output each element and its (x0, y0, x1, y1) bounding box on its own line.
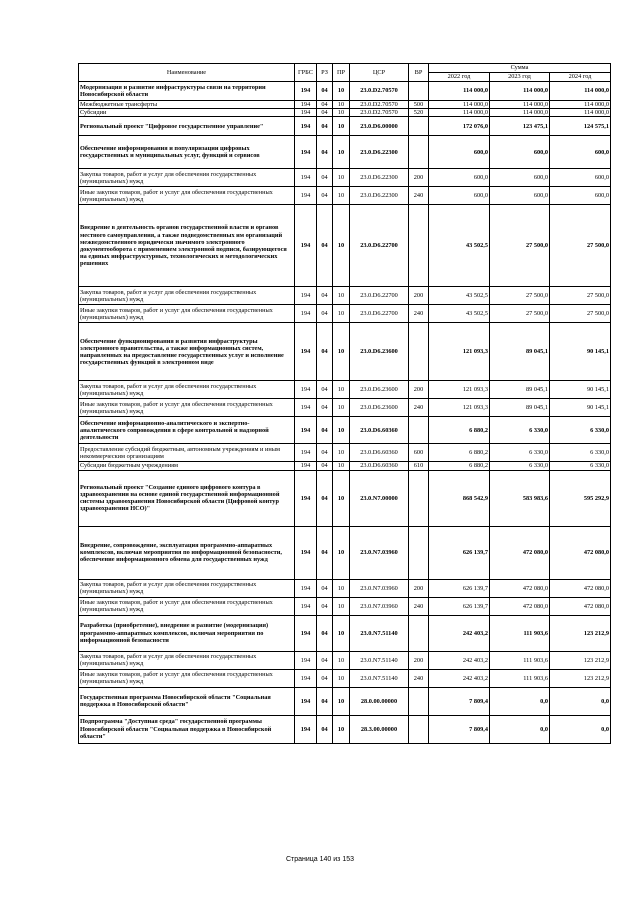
cell-grbs: 194 (295, 305, 317, 323)
cell-csr: 23.0.D6.23600 (350, 381, 409, 399)
cell-pr: 10 (333, 305, 350, 323)
cell-grbs: 194 (295, 579, 317, 597)
cell-amount-2022: 114 000,0 (429, 109, 490, 117)
cell-amount-2024: 6 330,0 (550, 444, 611, 462)
cell-csr: 23.0.D6.60360 (350, 462, 409, 470)
cell-amount-2024: 123 212,9 (550, 669, 611, 687)
cell-csr: 23.0.D2.70570 (350, 109, 409, 117)
table-row (79, 117, 611, 136)
cell-name: Обеспечение информирования и популяризации цифровых государственных и муниципальных услуг, функций и сервисов (79, 136, 295, 169)
page-number: Страница 140 из 153 (285, 856, 355, 863)
cell-amount-2023: 472 080,0 (490, 597, 550, 615)
cell-csr: 23.0.D6.60360 (350, 417, 409, 444)
cell-csr: 23.0.D6.22700 (350, 305, 409, 323)
cell-rz: 04 (317, 715, 333, 743)
cell-amount-2023: 6 330,0 (490, 462, 550, 470)
cell-grbs: 194 (295, 669, 317, 687)
cell-amount-2024: 0,0 (550, 715, 611, 743)
cell-amount-2024: 472 080,0 (550, 597, 611, 615)
cell-amount-2022: 242 403,2 (429, 669, 490, 687)
header-sum: Сумма (429, 64, 611, 73)
table-row (79, 381, 611, 399)
cell-vr: 240 (409, 597, 429, 615)
cell-csr: 23.0.N7.00000 (350, 470, 409, 526)
cell-csr: 23.0.D6.22700 (350, 287, 409, 305)
table-row (79, 109, 611, 117)
cell-name: Предоставление субсидий бюджетным, автономным учреждениям и иным некоммерческим организациям (79, 444, 295, 462)
cell-amount-2022: 121 093,3 (429, 381, 490, 399)
cell-name: Обеспечение функционирования и развития инфраструктуры электронного правительства, а также информационных систем, направленных на предоставление государственных услуг и исполнение государственных функций в электронном виде (79, 323, 295, 381)
cell-pr: 10 (333, 669, 350, 687)
cell-amount-2023: 111 903,6 (490, 651, 550, 669)
cell-name: Разработка (приобретение), внедрение и развитие (модернизация) программно-аппаратных комплексов, включая мероприятия по информационной безопасности (79, 615, 295, 651)
cell-grbs: 194 (295, 715, 317, 743)
cell-csr: 28.0.00.00000 (350, 687, 409, 715)
cell-rz: 04 (317, 669, 333, 687)
cell-grbs: 194 (295, 109, 317, 117)
header-name: Наименование (79, 64, 295, 82)
cell-pr: 10 (333, 687, 350, 715)
header-year-2024: 2024 год (550, 73, 611, 82)
table-row (79, 417, 611, 444)
cell-name: Иные закупки товаров, работ и услуг для обеспечения государственных (муниципальных) нужд (79, 597, 295, 615)
cell-vr (409, 687, 429, 715)
cell-amount-2023: 0,0 (490, 715, 550, 743)
table-row (79, 323, 611, 381)
table-row (79, 669, 611, 687)
cell-amount-2024: 27 500,0 (550, 305, 611, 323)
cell-grbs: 194 (295, 169, 317, 187)
cell-amount-2024: 114 000,0 (550, 82, 611, 101)
cell-amount-2022: 600,0 (429, 187, 490, 205)
cell-vr: 200 (409, 651, 429, 669)
cell-amount-2023: 27 500,0 (490, 305, 550, 323)
cell-name: Модернизация и развитие инфраструктуры связи на территории Новосибирской области (79, 82, 295, 101)
cell-pr: 10 (333, 205, 350, 287)
cell-amount-2023: 123 475,1 (490, 117, 550, 136)
cell-amount-2023: 114 000,0 (490, 109, 550, 117)
cell-grbs: 194 (295, 82, 317, 101)
cell-vr: 240 (409, 305, 429, 323)
cell-rz: 04 (317, 82, 333, 101)
cell-amount-2023: 114 000,0 (490, 82, 550, 101)
cell-amount-2023: 600,0 (490, 136, 550, 169)
cell-amount-2023: 472 080,0 (490, 579, 550, 597)
cell-amount-2022: 6 880,2 (429, 462, 490, 470)
cell-amount-2024: 6 330,0 (550, 417, 611, 444)
cell-name: Субсидии (79, 109, 295, 117)
cell-amount-2022: 114 000,0 (429, 82, 490, 101)
cell-amount-2024: 27 500,0 (550, 205, 611, 287)
cell-pr: 10 (333, 526, 350, 579)
cell-vr: 200 (409, 381, 429, 399)
cell-vr (409, 136, 429, 169)
cell-csr: 23.0.N7.03960 (350, 579, 409, 597)
cell-csr: 23.0.D6.22700 (350, 205, 409, 287)
cell-vr (409, 715, 429, 743)
header-year-2022: 2022 год (429, 73, 490, 82)
cell-amount-2022: 172 076,0 (429, 117, 490, 136)
cell-amount-2024: 114 000,0 (550, 101, 611, 109)
cell-amount-2023: 0,0 (490, 687, 550, 715)
cell-rz: 04 (317, 597, 333, 615)
cell-pr: 10 (333, 287, 350, 305)
cell-pr: 10 (333, 187, 350, 205)
cell-csr: 23.0.D6.00000 (350, 117, 409, 136)
cell-grbs: 194 (295, 687, 317, 715)
cell-amount-2022: 242 403,2 (429, 651, 490, 669)
cell-grbs: 194 (295, 651, 317, 669)
table-row (79, 526, 611, 579)
cell-amount-2023: 89 045,1 (490, 399, 550, 417)
cell-pr: 10 (333, 82, 350, 101)
cell-csr: 23.0.D2.70570 (350, 82, 409, 101)
cell-grbs: 194 (295, 417, 317, 444)
table-row (79, 715, 611, 743)
cell-rz: 04 (317, 444, 333, 462)
cell-rz: 04 (317, 205, 333, 287)
header-csr: ЦСР (350, 64, 409, 82)
cell-amount-2023: 27 500,0 (490, 205, 550, 287)
cell-pr: 10 (333, 117, 350, 136)
cell-grbs: 194 (295, 381, 317, 399)
cell-amount-2024: 90 145,1 (550, 323, 611, 381)
cell-name: Иные закупки товаров, работ и услуг для обеспечения государственных (муниципальных) нужд (79, 399, 295, 417)
table-row (79, 579, 611, 597)
cell-name: Иные закупки товаров, работ и услуг для обеспечения государственных (муниципальных) нужд (79, 669, 295, 687)
cell-pr: 10 (333, 323, 350, 381)
cell-pr: 10 (333, 109, 350, 117)
cell-amount-2022: 242 403,2 (429, 615, 490, 651)
table-row (79, 187, 611, 205)
cell-vr (409, 417, 429, 444)
cell-pr: 10 (333, 101, 350, 109)
cell-amount-2024: 600,0 (550, 169, 611, 187)
header-vr: ВР (409, 64, 429, 82)
cell-rz: 04 (317, 417, 333, 444)
table-row (79, 399, 611, 417)
cell-pr: 10 (333, 381, 350, 399)
cell-amount-2023: 600,0 (490, 169, 550, 187)
cell-vr: 240 (409, 187, 429, 205)
table-row (79, 444, 611, 462)
header-pr: ПР (333, 64, 350, 82)
cell-amount-2024: 114 000,0 (550, 109, 611, 117)
table-row (79, 470, 611, 526)
cell-amount-2024: 600,0 (550, 187, 611, 205)
cell-vr: 240 (409, 669, 429, 687)
cell-grbs: 194 (295, 136, 317, 169)
cell-vr: 200 (409, 287, 429, 305)
cell-name: Закупка товаров, работ и услуг для обеспечения государственных (муниципальных) нужд (79, 579, 295, 597)
table-body (79, 82, 611, 744)
cell-grbs: 194 (295, 187, 317, 205)
cell-amount-2023: 89 045,1 (490, 381, 550, 399)
cell-amount-2023: 111 903,6 (490, 615, 550, 651)
cell-csr: 23.0.N7.51140 (350, 669, 409, 687)
cell-rz: 04 (317, 462, 333, 470)
cell-grbs: 194 (295, 444, 317, 462)
cell-amount-2022: 626 139,7 (429, 597, 490, 615)
cell-amount-2024: 124 575,1 (550, 117, 611, 136)
cell-grbs: 194 (295, 323, 317, 381)
cell-pr: 10 (333, 470, 350, 526)
cell-rz: 04 (317, 169, 333, 187)
cell-name: Иные закупки товаров, работ и услуг для обеспечения государственных (муниципальных) нужд (79, 305, 295, 323)
cell-vr (409, 323, 429, 381)
cell-name: Межбюджетные трансферты (79, 101, 295, 109)
cell-pr: 10 (333, 715, 350, 743)
cell-pr: 10 (333, 169, 350, 187)
table-row (79, 615, 611, 651)
cell-rz: 04 (317, 381, 333, 399)
cell-rz: 04 (317, 109, 333, 117)
table-row (79, 169, 611, 187)
cell-amount-2024: 6 330,0 (550, 462, 611, 470)
cell-amount-2022: 121 093,3 (429, 399, 490, 417)
cell-vr: 520 (409, 109, 429, 117)
cell-amount-2024: 472 080,0 (550, 579, 611, 597)
cell-amount-2022: 43 502,5 (429, 287, 490, 305)
cell-csr: 23.0.N7.03960 (350, 597, 409, 615)
cell-rz: 04 (317, 399, 333, 417)
cell-grbs: 194 (295, 399, 317, 417)
cell-pr: 10 (333, 462, 350, 470)
cell-vr: 200 (409, 169, 429, 187)
table-row (79, 651, 611, 669)
cell-name: Закупка товаров, работ и услуг для обеспечения государственных (муниципальных) нужд (79, 651, 295, 669)
cell-csr: 23.0.D6.22300 (350, 136, 409, 169)
cell-vr: 240 (409, 399, 429, 417)
cell-amount-2024: 472 080,0 (550, 526, 611, 579)
cell-amount-2023: 89 045,1 (490, 323, 550, 381)
cell-csr: 23.0.D2.70570 (350, 101, 409, 109)
cell-pr: 10 (333, 417, 350, 444)
budget-table (78, 63, 611, 744)
cell-pr: 10 (333, 444, 350, 462)
cell-vr (409, 205, 429, 287)
cell-name: Государственная программа Новосибирской области "Социальная поддержка в Новосибирской области" (79, 687, 295, 715)
cell-csr: 23.0.N7.51140 (350, 651, 409, 669)
cell-name: Региональный проект "Цифровое государственное управление" (79, 117, 295, 136)
table-row (79, 462, 611, 470)
cell-vr (409, 82, 429, 101)
header-year-2023: 2023 год (490, 73, 550, 82)
table-header (79, 64, 611, 82)
table-row (79, 101, 611, 109)
cell-rz: 04 (317, 117, 333, 136)
cell-amount-2023: 114 000,0 (490, 101, 550, 109)
cell-rz: 04 (317, 187, 333, 205)
cell-amount-2023: 111 903,6 (490, 669, 550, 687)
cell-csr: 28.3.00.00000 (350, 715, 409, 743)
cell-amount-2022: 600,0 (429, 136, 490, 169)
cell-pr: 10 (333, 136, 350, 169)
cell-amount-2024: 27 500,0 (550, 287, 611, 305)
cell-name: Внедрение, сопровождение, эксплуатация программно-аппаратных комплексов, включая мероприятия по информационной безопасности, обеспечение информационного обмена для государственных нужд (79, 526, 295, 579)
cell-amount-2024: 0,0 (550, 687, 611, 715)
cell-name: Региональный проект "Создание единого цифрового контура в здравоохранении на основе единой государственной информационной системы здравоохранения Новосибирской области (Цифровой контур здравоохранения НСО)" (79, 470, 295, 526)
cell-amount-2024: 123 212,9 (550, 615, 611, 651)
cell-amount-2023: 6 330,0 (490, 444, 550, 462)
cell-grbs: 194 (295, 462, 317, 470)
cell-csr: 23.0.N7.51140 (350, 615, 409, 651)
table-row (79, 205, 611, 287)
cell-amount-2024: 123 212,9 (550, 651, 611, 669)
cell-amount-2022: 626 139,7 (429, 579, 490, 597)
cell-name: Закупка товаров, работ и услуг для обеспечения государственных (муниципальных) нужд (79, 169, 295, 187)
table-row (79, 305, 611, 323)
cell-name: Закупка товаров, работ и услуг для обеспечения государственных (муниципальных) нужд (79, 287, 295, 305)
cell-amount-2022: 7 809,4 (429, 715, 490, 743)
cell-amount-2023: 27 500,0 (490, 287, 550, 305)
cell-pr: 10 (333, 615, 350, 651)
cell-rz: 04 (317, 136, 333, 169)
cell-grbs: 194 (295, 205, 317, 287)
cell-name: Обеспечение информационно-аналитического и экспертно-аналитического сопровождения в сфере контрольной и надзорной деятельности (79, 417, 295, 444)
table-row (79, 287, 611, 305)
cell-rz: 04 (317, 615, 333, 651)
cell-pr: 10 (333, 597, 350, 615)
cell-vr (409, 470, 429, 526)
cell-csr: 23.0.N7.03960 (350, 526, 409, 579)
cell-name: Субсидии бюджетным учреждениям (79, 462, 295, 470)
cell-amount-2023: 583 983,6 (490, 470, 550, 526)
cell-grbs: 194 (295, 615, 317, 651)
cell-pr: 10 (333, 399, 350, 417)
cell-amount-2022: 114 000,0 (429, 101, 490, 109)
cell-amount-2024: 90 145,1 (550, 381, 611, 399)
cell-csr: 23.0.D6.60360 (350, 444, 409, 462)
cell-csr: 23.0.D6.23600 (350, 323, 409, 381)
cell-vr: 500 (409, 101, 429, 109)
cell-vr (409, 615, 429, 651)
header-rz: РЗ (317, 64, 333, 82)
cell-amount-2023: 600,0 (490, 187, 550, 205)
cell-grbs: 194 (295, 287, 317, 305)
cell-amount-2023: 472 080,0 (490, 526, 550, 579)
table-row (79, 597, 611, 615)
cell-pr: 10 (333, 651, 350, 669)
cell-csr: 23.0.D6.22300 (350, 187, 409, 205)
cell-pr: 10 (333, 579, 350, 597)
table-row (79, 136, 611, 169)
cell-grbs: 194 (295, 117, 317, 136)
cell-amount-2022: 43 502,5 (429, 305, 490, 323)
cell-amount-2023: 6 330,0 (490, 417, 550, 444)
cell-amount-2024: 90 145,1 (550, 399, 611, 417)
cell-csr: 23.0.D6.23600 (350, 399, 409, 417)
cell-name: Иные закупки товаров, работ и услуг для обеспечения государственных (муниципальных) нужд (79, 187, 295, 205)
cell-grbs: 194 (295, 526, 317, 579)
cell-vr (409, 526, 429, 579)
cell-name: Внедрение в деятельность органов государственной власти и органов местного самоуправления, а также подведомственных им организаций межведомственного юридически значимого электронного документооборота с применением электронной подписи, базирующегося на единых инфраструктурных, технологических и методологических решениях (79, 205, 295, 287)
cell-rz: 04 (317, 579, 333, 597)
cell-vr (409, 117, 429, 136)
cell-vr: 610 (409, 462, 429, 470)
cell-vr: 600 (409, 444, 429, 462)
cell-amount-2024: 600,0 (550, 136, 611, 169)
cell-rz: 04 (317, 287, 333, 305)
table-row (79, 687, 611, 715)
cell-amount-2022: 6 880,2 (429, 444, 490, 462)
cell-amount-2024: 595 292,9 (550, 470, 611, 526)
cell-rz: 04 (317, 687, 333, 715)
cell-csr: 23.0.D6.22300 (350, 169, 409, 187)
cell-rz: 04 (317, 526, 333, 579)
cell-rz: 04 (317, 470, 333, 526)
cell-rz: 04 (317, 323, 333, 381)
cell-grbs: 194 (295, 101, 317, 109)
cell-rz: 04 (317, 305, 333, 323)
cell-vr: 200 (409, 579, 429, 597)
cell-grbs: 194 (295, 597, 317, 615)
cell-rz: 04 (317, 101, 333, 109)
cell-name: Закупка товаров, работ и услуг для обеспечения государственных (муниципальных) нужд (79, 381, 295, 399)
cell-amount-2022: 600,0 (429, 169, 490, 187)
cell-rz: 04 (317, 651, 333, 669)
header-grbs: ГРБС (295, 64, 317, 82)
cell-amount-2022: 121 093,3 (429, 323, 490, 381)
cell-amount-2022: 6 880,2 (429, 417, 490, 444)
cell-amount-2022: 7 809,4 (429, 687, 490, 715)
cell-grbs: 194 (295, 470, 317, 526)
cell-amount-2022: 868 542,9 (429, 470, 490, 526)
cell-name: Подпрограмма "Доступная среда" государственной программы Новосибирской области "Социальная поддержка в Новосибирской области" (79, 715, 295, 743)
cell-amount-2022: 43 502,5 (429, 205, 490, 287)
table-row (79, 82, 611, 101)
cell-amount-2022: 626 139,7 (429, 526, 490, 579)
